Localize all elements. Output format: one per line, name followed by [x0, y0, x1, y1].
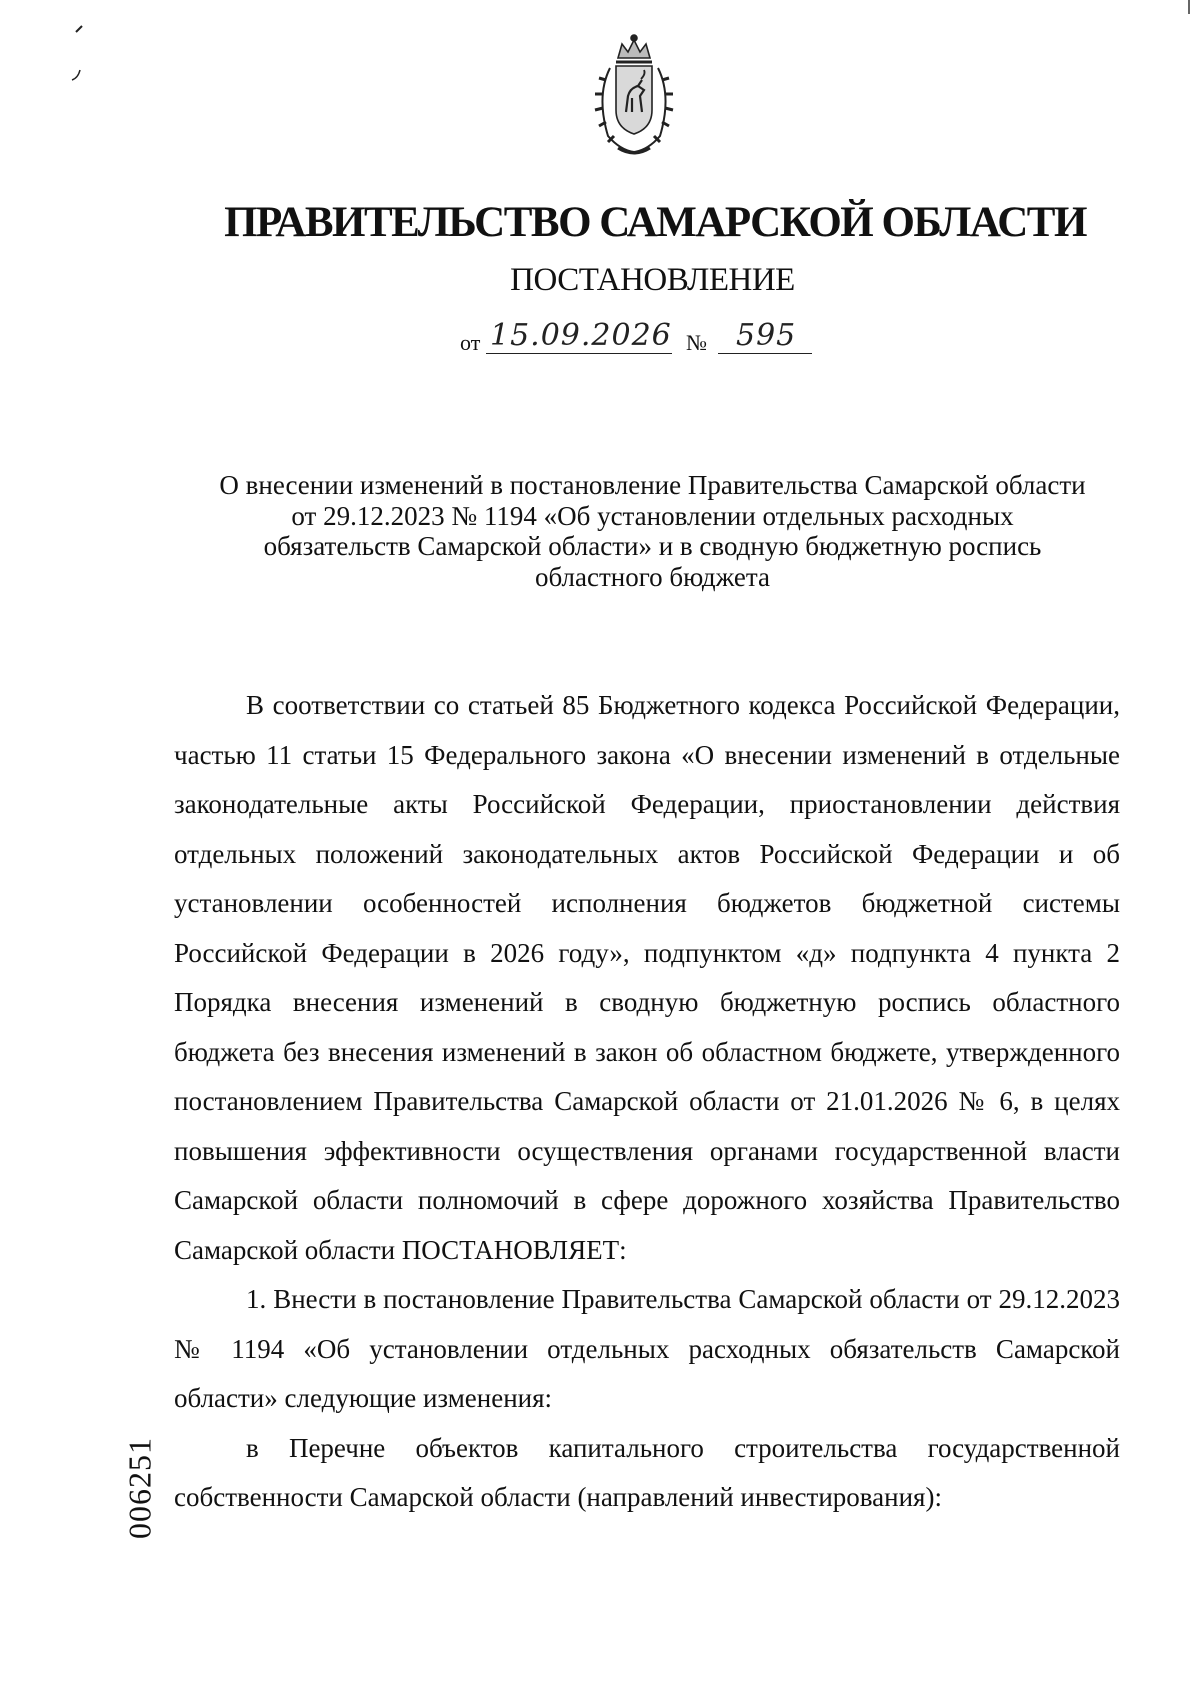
body-paragraph: В соответствии со статьей 85 Бюджетного кодекса Российской Федерации, частью 11 статьи 15 Федерального закона «О внесении изменений в отдельные законодательные акты Российской Федерации, приостановлении действия отдельных положений законодательных актов Российской Федерации и об установлении особенностей исполнения бюджетов бюджетной системы Российской Федерации в 2026 году», подпунктом «д» подпункта 4 пункта 2 Порядка внесения изменений в сводную бюджетную роспись областного бюджета без внесения изменений в закон об областном бюджете, утвержденного постановлением Правительства Самарской области от 21.01.2026 № 6, в целях повышения эффективности осуществления органами государственной власти Самарской области полномочий в сфере дорожного хозяйства Правительство Самарской области ПОСТАНОВЛЯЕТ:	[174, 690, 1120, 1265]
document-body	[174, 681, 1120, 1523]
serial-number-text: 006251	[121, 1437, 158, 1539]
date-number-line	[456, 318, 856, 358]
number-prefix: №	[686, 330, 707, 355]
date-underline	[486, 353, 672, 354]
date-prefix: от	[460, 330, 481, 355]
handwritten-number: 595	[736, 318, 797, 353]
subject-line: О внесении изменений в постановление Правительства Самарской области	[219, 470, 1086, 500]
scan-edge-mark-icon	[1186, 0, 1192, 16]
subject-line: от 29.12.2023 № 1194 «Об установлении отдельных расходных	[291, 500, 1014, 531]
body-paragraph: в Перечне объектов капитального строительства государственной собственности Самарской области (направлений инвестирования):	[174, 1432, 1120, 1512]
document-subject	[150, 470, 1155, 592]
document-type: ПОСТАНОВЛЕНИЕ	[510, 262, 795, 298]
subject-line: обязательств Самарской области» и в сводную бюджетную роспись	[263, 531, 1042, 561]
coat-of-arms-icon	[588, 32, 680, 160]
subject-line: областного бюджета	[534, 561, 771, 592]
margin-serial-number	[121, 1436, 158, 1540]
body-paragraph: 1. Внести в постановление Правительства Самарской области от 29.12.2023 № 1194 «Об установлении отдельных расходных обязательств Самарской области» следующие изменения:	[174, 1284, 1120, 1413]
handwritten-date: 15.09.2026	[490, 318, 672, 353]
organization-title: ПРАВИТЕЛЬСТВО САМАРСКОЙ ОБЛАСТИ	[224, 199, 1086, 246]
number-underline	[718, 353, 812, 354]
scan-mark-icon	[64, 18, 94, 88]
